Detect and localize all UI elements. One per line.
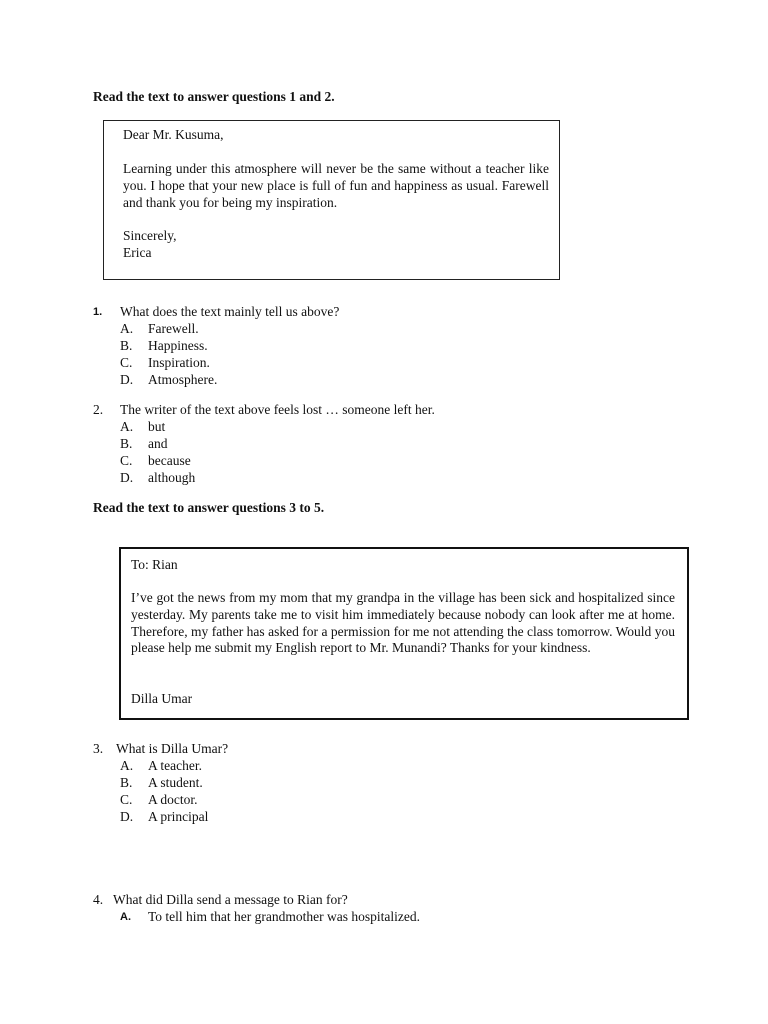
letter-greeting: Dear Mr. Kusuma, [123,127,224,142]
message-box [119,547,689,720]
message-body: I’ve got the news from my mom that my grandpa in the village has been sick and hospitalized since yesterday. My parents take me to visit him immediately because nobody can look after me at home. Therefore, my father has asked for a permission for me not attending the class tomorrow. Would you please help me submit my English report to Mr. Munandi? Thanks for your kindness. [131,590,675,656]
question-number: 2. [93,402,104,417]
letter-body: Learning under this atmosphere will never be the same without a teacher like you. I hope that your new place is full of fun and happiness as usual. Farewell and thank you for being my inspiration. [123,161,549,210]
question-text: The writer of the text above feels lost … someone left her. [120,402,435,417]
question-4 [93,891,693,908]
question-3 [93,740,693,757]
question-text: What is Dilla Umar? [116,741,229,756]
section-1-heading: Read the text to answer questions 1 and 2. [93,89,335,104]
question-number: 4. [93,892,104,907]
question-text: What did Dilla send a message to Rian for? [113,892,348,907]
question-number: 3. [93,741,104,756]
question-1 [93,303,693,320]
question-text: What does the text mainly tell us above? [120,304,340,319]
section-2-heading: Read the text to answer questions 3 to 5. [93,500,325,515]
message-signature: Dilla Umar [131,691,193,706]
letter-closing: Sincerely, [123,228,177,243]
question-number: 1. [93,306,103,318]
letter-box [103,120,560,280]
message-to: To: Rian [131,557,178,572]
question-2 [93,401,693,418]
letter-signature: Erica [123,245,152,260]
